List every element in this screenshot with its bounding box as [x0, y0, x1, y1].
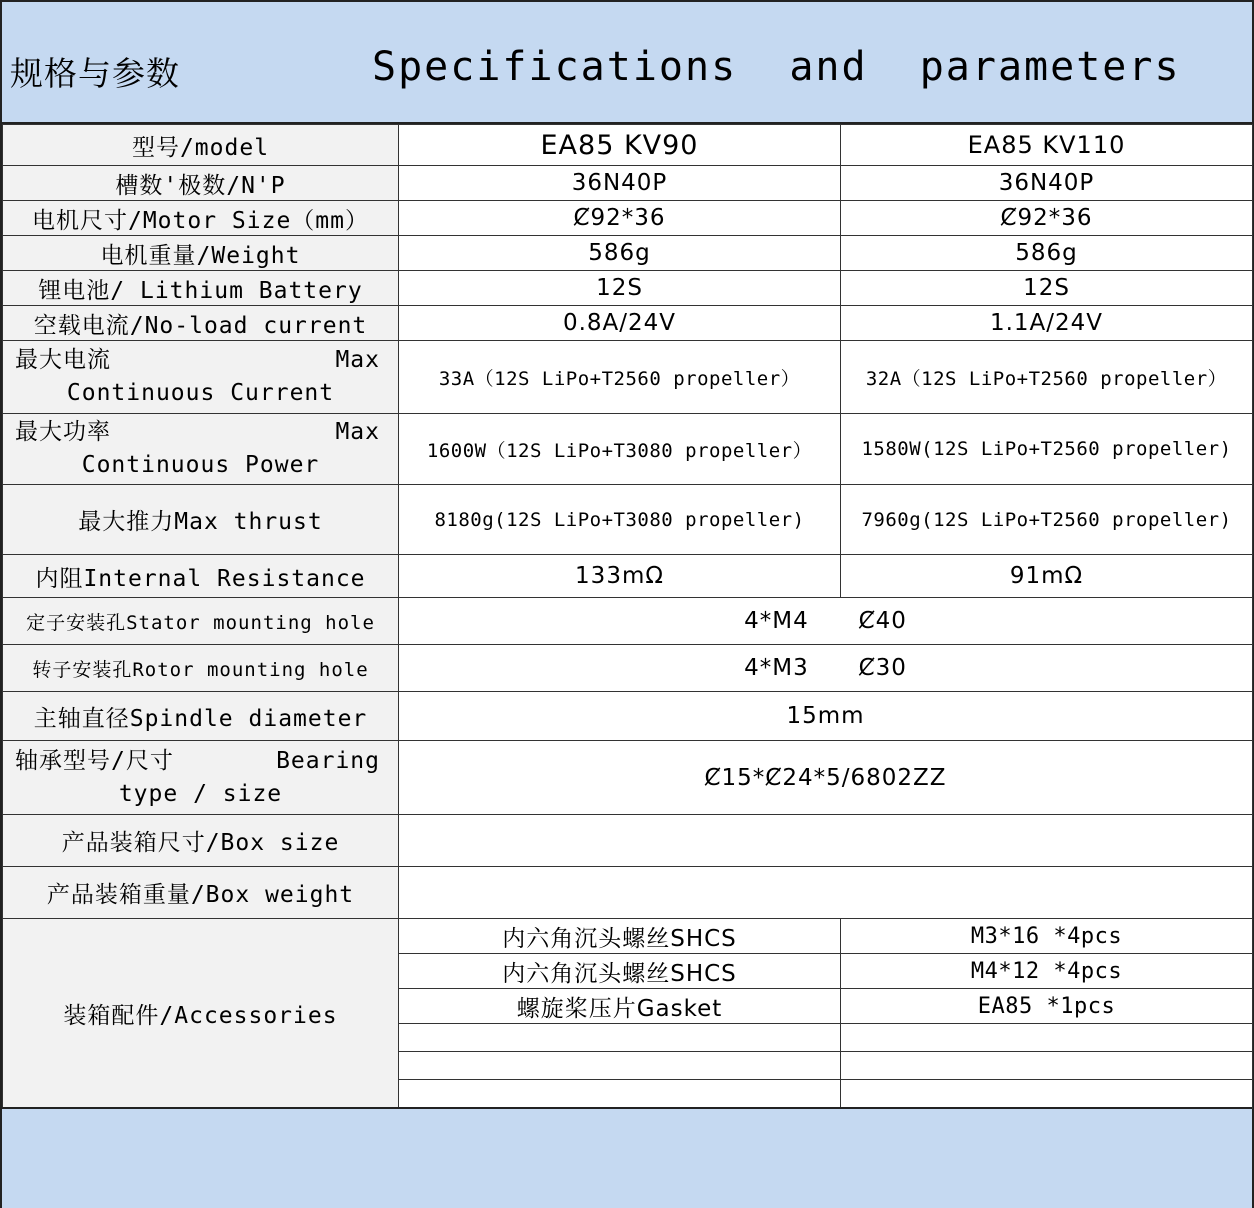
size-kv110: Ȼ92*36 — [841, 201, 1253, 236]
resistance-kv110: 91mΩ — [841, 555, 1253, 598]
row-label-battery: 锂电池/ Lithium Battery — [3, 271, 399, 306]
noload-kv110: 1.1A/24V — [841, 306, 1253, 341]
table-row — [3, 201, 1253, 236]
max-current-en: Continuous Current — [66, 380, 335, 406]
max-power-cn: 最大功率 — [15, 419, 111, 445]
row-label-accessories: 装箱配件/Accessories — [3, 919, 399, 1109]
row-label-np: 槽数'极数/N'P — [3, 166, 399, 201]
accessory-name — [399, 1080, 841, 1109]
model-kv90: EA85 KV90 — [399, 125, 841, 166]
row-label-model: 型号/model — [3, 125, 399, 166]
row-label-rotor: 转子安装孔Rotor mounting hole — [3, 645, 399, 692]
row-label-max-power — [3, 414, 399, 485]
thrust-kv110: 7960g(12S LiPo+T2560 propeller) — [841, 485, 1253, 555]
table-row — [3, 555, 1253, 598]
title-cn: 规格与参数 — [10, 54, 180, 93]
table-row — [3, 692, 1253, 741]
row-label-weight: 电机重量/Weight — [3, 236, 399, 271]
row-label-noload: 空载电流/No-load current — [3, 306, 399, 341]
table-row — [3, 919, 1253, 954]
max-power-kv110: 1580W(12S LiPo+T2560 propeller) — [841, 414, 1253, 485]
bearing-value: Ȼ15*Ȼ24*5/6802ZZ — [399, 741, 1253, 815]
footer-band — [2, 1107, 1252, 1208]
accessory-name: 内六角沉头螺丝SHCS — [399, 919, 841, 954]
title-en: Specifications and parameters — [372, 44, 1181, 90]
spec-table — [2, 124, 1253, 1109]
header-band — [2, 2, 1252, 124]
max-current-max: Max — [335, 347, 380, 373]
accessory-name — [399, 1024, 841, 1052]
row-label-spindle: 主轴直径Spindle diameter — [3, 692, 399, 741]
table-row — [3, 598, 1253, 645]
rotor-value: 4*M3 Ȼ30 — [399, 645, 1253, 692]
row-label-box-weight: 产品装箱重量/Box weight — [3, 867, 399, 919]
table-row — [3, 741, 1253, 815]
max-current-cn: 最大电流 — [15, 347, 111, 373]
noload-kv90: 0.8A/24V — [399, 306, 841, 341]
row-label-size: 电机尺寸/Motor Size（mm） — [3, 201, 399, 236]
row-label-bearing — [3, 741, 399, 815]
table-row — [3, 306, 1253, 341]
max-current-kv90: 33A（12S LiPo+T2560 propeller） — [399, 341, 841, 414]
accessory-name: 螺旋桨压片Gasket — [399, 989, 841, 1024]
box-size-value — [399, 815, 1253, 867]
row-label-resistance: 内阻Internal Resistance — [3, 555, 399, 598]
table-row — [3, 815, 1253, 867]
model-kv110: EA85 KV110 — [841, 125, 1253, 166]
max-power-kv90: 1600W（12S LiPo+T3080 propeller） — [399, 414, 841, 485]
battery-kv90: 12S — [399, 271, 841, 306]
spindle-value: 15mm — [399, 692, 1253, 741]
weight-kv110: 586g — [841, 236, 1253, 271]
max-power-max: Max — [335, 419, 380, 445]
table-row — [3, 485, 1253, 555]
accessory-qty: EA85 *1pcs — [841, 989, 1253, 1024]
table-row — [3, 341, 1253, 414]
np-kv110: 36N40P — [841, 166, 1253, 201]
max-current-kv110: 32A（12S LiPo+T2560 propeller） — [841, 341, 1253, 414]
row-label-box-size: 产品装箱尺寸/Box size — [3, 815, 399, 867]
resistance-kv90: 133mΩ — [399, 555, 841, 598]
row-label-stator: 定子安装孔Stator mounting hole — [3, 598, 399, 645]
bearing-cn: 轴承型号/尺寸 — [15, 747, 174, 774]
thrust-kv90: 8180g(12S LiPo+T3080 propeller) — [399, 485, 841, 555]
weight-kv90: 586g — [399, 236, 841, 271]
size-kv90: Ȼ92*36 — [399, 201, 841, 236]
accessory-name — [399, 1052, 841, 1080]
table-row — [3, 271, 1253, 306]
bearing-en-a: Bearing — [276, 747, 380, 774]
accessory-qty: M4*12 *4pcs — [841, 954, 1253, 989]
table-row — [3, 166, 1253, 201]
accessory-qty — [841, 1052, 1253, 1080]
box-weight-value — [399, 867, 1253, 919]
table-row — [3, 414, 1253, 485]
table-row — [3, 645, 1253, 692]
accessory-qty — [841, 1080, 1253, 1109]
accessory-qty: M3*16 *4pcs — [841, 919, 1253, 954]
row-label-max-current — [3, 341, 399, 414]
table-row — [3, 236, 1253, 271]
bearing-en-b: type / size — [118, 780, 283, 807]
stator-value: 4*M4 Ȼ40 — [399, 598, 1253, 645]
max-power-en: Continuous Power — [81, 452, 320, 478]
table-row — [3, 867, 1253, 919]
accessory-name: 内六角沉头螺丝SHCS — [399, 954, 841, 989]
table-row — [3, 125, 1253, 166]
accessory-qty — [841, 1024, 1253, 1052]
np-kv90: 36N40P — [399, 166, 841, 201]
battery-kv110: 12S — [841, 271, 1253, 306]
row-label-thrust: 最大推力Max thrust — [3, 485, 399, 555]
